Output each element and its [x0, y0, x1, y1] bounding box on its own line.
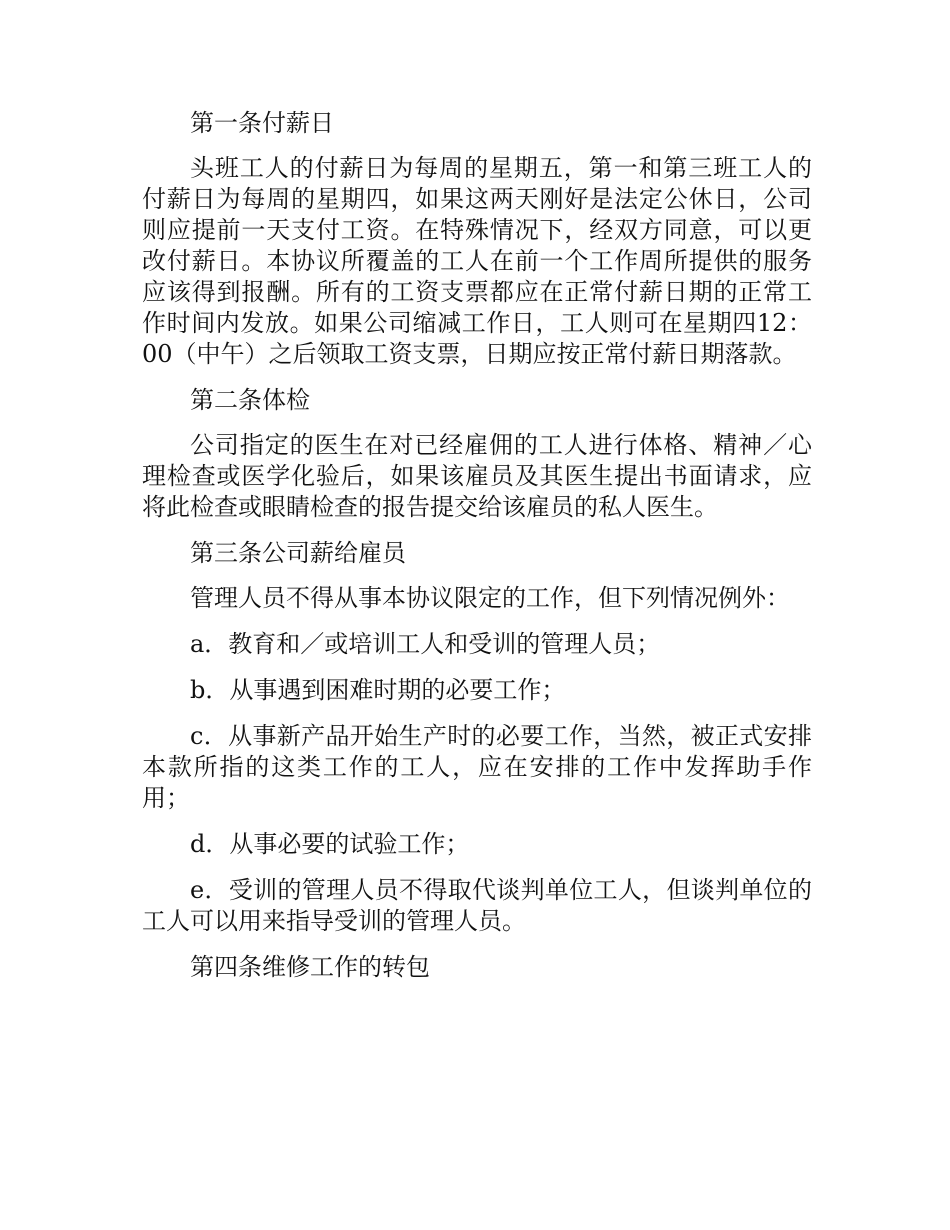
article-3-item-e: e．受训的管理人员不得取代谈判单位工人，但谈判单位的工人可以用来指导受训的管理人员。 — [142, 876, 812, 935]
article-3-item-a: a．教育和／或培训工人和受训的管理人员； — [190, 630, 661, 658]
document-body — [142, 108, 812, 997]
article-3-item-c: c．从事新产品开始生产时的必要工作，当然，被正式安排本款所指的这类工作的工人，应在安排的工作中发挥助手作用； — [142, 722, 812, 812]
article-2-body: 公司指定的医生在对已经雇佣的工人进行体格、精神／心理检查或医学化验后，如果该雇员及其医生提出书面请求，应将此检查或眼睛检查的报告提交给该雇员的私人医生。 — [142, 431, 812, 521]
article-1-body: 头班工人的付薪日为每周的星期五，第一和第三班工人的付薪日为每周的星期四，如果这两天刚好是法定公休日，公司则应提前一天支付工资。在特殊情况下，经双方同意，可以更改付薪日。本协议所覆盖的工人在前一个工作周所提供的服务应该得到报酬。所有的工资支票都应在正常付薪日期的正常工作时间内发放。如果公司缩减工作日，工人则可在星期四12：00（中午）之后领取工资支票，日期应按正常付薪日期落款。 — [142, 154, 812, 368]
article-3-heading: 第三条公司薪给雇员 — [190, 539, 406, 567]
article-4-heading: 第四条维修工作的转包 — [190, 953, 430, 981]
article-3-intro: 管理人员不得从事本协议限定的工作，但下列情况例外： — [190, 584, 790, 612]
article-3-item-d: d．从事必要的试验工作； — [190, 830, 470, 858]
article-2-heading: 第二条体检 — [190, 386, 310, 414]
article-1-heading: 第一条付薪日 — [190, 109, 334, 137]
article-3-item-b: b．从事遇到困难时期的必要工作； — [190, 676, 566, 704]
